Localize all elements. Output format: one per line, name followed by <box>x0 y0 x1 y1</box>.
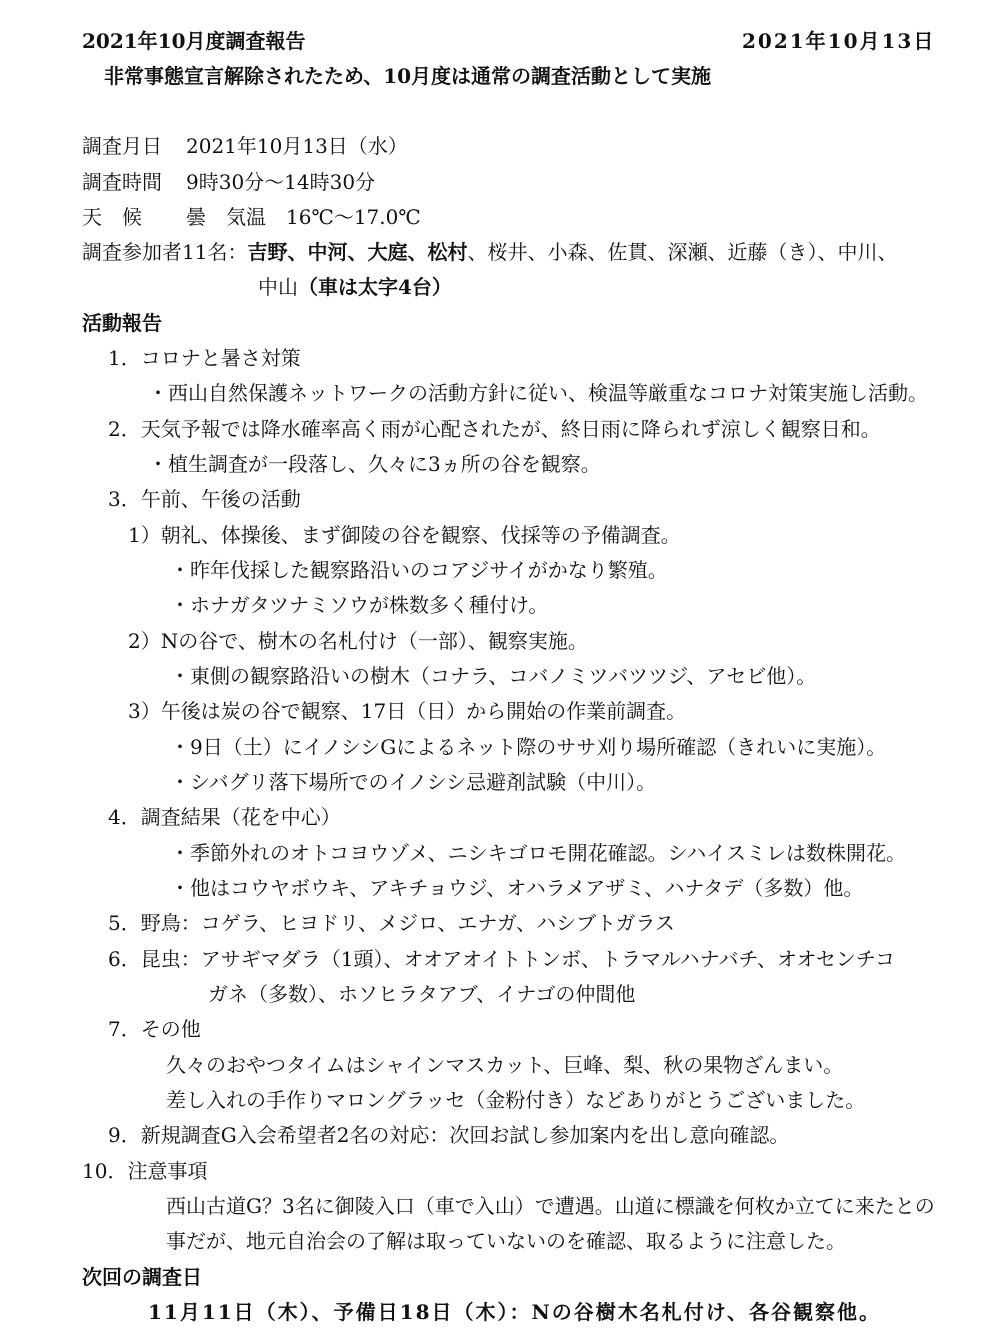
report-line: ・季節外れのオトコヨウゾメ、ニシキゴロモ開花確認。シハイスミレは数株開花。 <box>170 841 906 865</box>
report-line: ・昨年伐採した観察路沿いのコアジサイがかなり繁殖。 <box>170 558 668 582</box>
report-line: ・東側の観察路沿いの樹木（コナラ、コバノミツバツツジ、アセビ他）。 <box>170 664 817 688</box>
survey-day-label: 調査月日 <box>82 134 162 158</box>
report-line: 4．調査結果（花を中心） <box>108 805 341 829</box>
report-line: 差し入れの手作りマロングラッセ（金粉付き）などありがとうございました。 <box>166 1088 866 1112</box>
report-line: 事だが、地元自治会の了解は取っていないのを確認、取るように注意した。 <box>166 1229 846 1253</box>
report-line: 1）朝礼、体操後、まず御陵の谷を観察、伐採等の予備調査。 <box>128 523 681 547</box>
survey-time-label: 調査時間 <box>82 170 162 194</box>
report-line: ・西山自然保護ネットワークの活動方針に従い、検温等厳重なコロナ対策実施し活動。 <box>148 381 928 405</box>
report-line: ・他はコウヤボウキ、アキチョウジ、オハラメアザミ、ハナタデ（多数）他。 <box>170 876 864 900</box>
participants-line <box>82 238 897 266</box>
survey-day-value: 2021年10月13日（水） <box>186 134 408 158</box>
report-line: ・植生調査が一段落し、久々に3ヵ所の谷を観察。 <box>148 452 601 476</box>
report-line: ガネ（多数）、ホソヒラタアブ、イナゴの仲間他 <box>208 982 636 1006</box>
participants-last: 中山 <box>258 275 298 299</box>
report-line: 2．天気予報では降水確率高く雨が心配されたが、終日雨に降られず涼しく観察日和。 <box>108 417 881 441</box>
report-subtitle: 非常事態宣言解除されたため、10月度は通常の調査活動として実施 <box>104 64 712 88</box>
report-line: 10．注意事項 <box>82 1159 208 1183</box>
report-line: 7．その他 <box>108 1017 201 1041</box>
report-heading: 活動報告 <box>82 311 162 335</box>
report-line: ・ホナガタツナミソウが株数多く種付け。 <box>170 593 549 617</box>
report-line: 西山古道G？3名に御陵入口（車で入山）で遭遇。山道に標識を何枚か立てに来たとの <box>166 1194 935 1218</box>
report-line: 6．昆虫：アサギマダラ（1頭）、オオアオイトトンボ、トラマルハナバチ、オオセンチコ <box>108 947 896 971</box>
participants-drivers: 吉野、中河、大庭、松村 <box>247 240 468 264</box>
participants-note: （車は太字4台） <box>298 275 452 299</box>
next-survey-heading: 次回の調査日 <box>82 1265 202 1289</box>
participants-others: 、桜井、小森、佐貫、深瀬、近藤（き）、中川、 <box>467 240 898 264</box>
report-line: 9．新規調査G入会希望者2名の対応：次回お試し参加案内を出し意向確認。 <box>108 1123 790 1147</box>
report-line: 2）Nの谷で、樹木の名札付け（一部）、観察実施。 <box>128 629 588 653</box>
participants-label: 調査参加者11名： <box>82 240 248 264</box>
report-date: 2021年10月13日 <box>742 29 936 53</box>
survey-time-value: 9時30分～14時30分 <box>186 170 376 194</box>
report-line: 3）午後は炭の谷で観察、17日（日）から開始の作業前調査。 <box>128 699 687 723</box>
report-line: ・シバグリ落下場所でのイノシシ忌避剤試験（中川）。 <box>170 770 657 794</box>
report-line: 3．午前、午後の活動 <box>108 487 301 511</box>
weather-label: 天 候 <box>82 205 142 229</box>
next-survey-text: 11月11日（木）、予備日18日（木）：Nの谷樹木名札付け、各谷観察他。 <box>148 1300 881 1324</box>
report-title: 2021年10月度調査報告 <box>82 29 306 53</box>
report-line: 久々のおやつタイムはシャインマスカット、巨峰、梨、秋の果物ざんまい。 <box>166 1053 844 1077</box>
report-line: ・9日（土）にイノシシGによるネット際のササ刈り場所確認（きれいに実施）。 <box>170 735 887 759</box>
weather-value: 曇 気温 16℃～17.0℃ <box>186 205 421 229</box>
report-line: 5．野鳥：コゲラ、ヒヨドリ、メジロ、エナガ、ハシブトガラス <box>108 911 675 935</box>
report-line: 1．コロナと暑さ対策 <box>108 346 301 370</box>
participants-line-2 <box>258 273 452 301</box>
